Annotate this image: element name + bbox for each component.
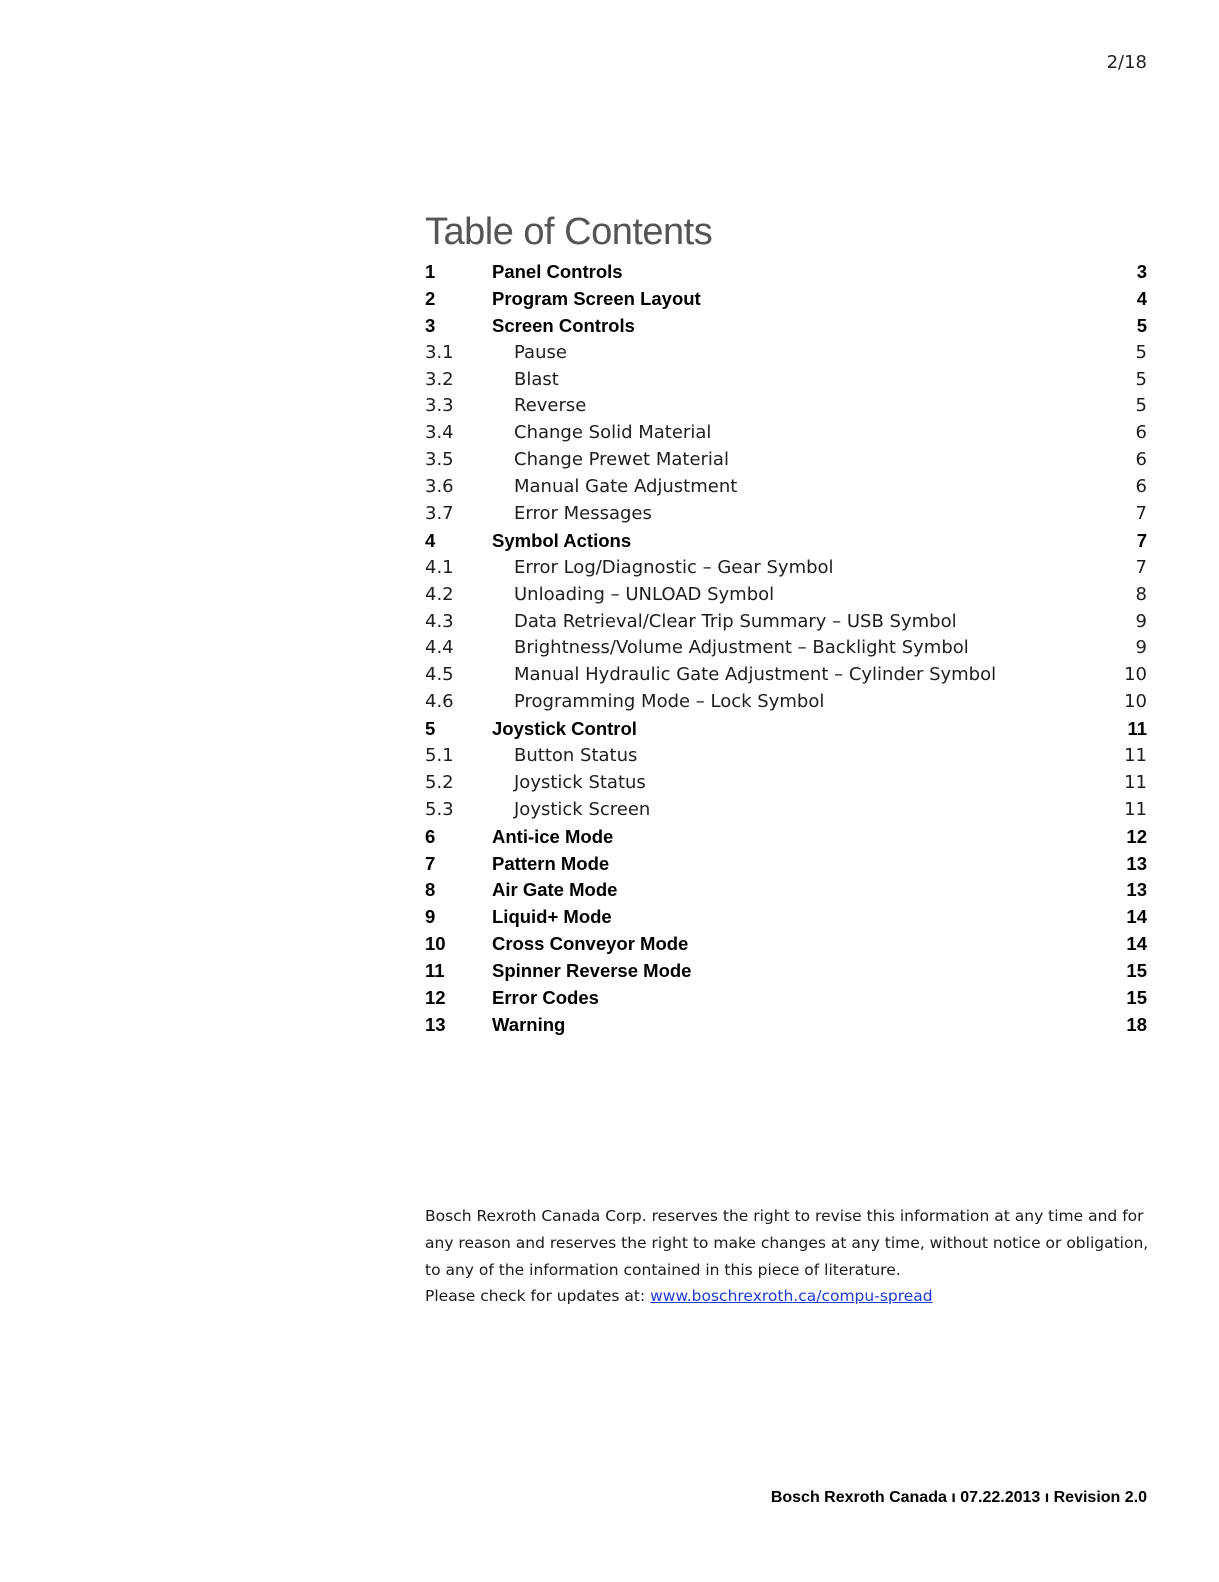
toc-entry-number: 3.6 [425,476,454,498]
toc-entry[interactable] [425,770,1147,797]
toc-entry-number: 7 [425,852,436,874]
toc-entry-number: 1 [425,261,436,282]
toc-entry[interactable] [425,555,1147,582]
toc-entry-page: 13 [1126,879,1147,901]
toc-entry[interactable] [425,797,1147,824]
toc-entry[interactable] [425,877,1147,904]
toc-entry[interactable] [425,931,1147,958]
toc-entry[interactable] [425,609,1147,636]
toc-entry-title: Brightness/Volume Adjustment – Backlight Symbol [514,637,969,659]
toc-entry[interactable] [425,259,1147,286]
toc-entry[interactable] [425,340,1147,367]
toc-entry-title: Warning [492,1013,566,1035]
toc-entry-title: Error Log/Diagnostic – Gear Symbol [514,556,834,578]
toc-entry[interactable] [425,367,1147,394]
toc-entry-number: 6 [425,825,436,847]
toc-entry-title: Unloading – UNLOAD Symbol [514,583,775,605]
disclaimer-text: Bosch Rexroth Canada Corp. reserves the right to revise this information at any time and for any reason and reserves the right to make changes at any time, without notice or obligation, to any of the information contained in this piece of literature. [425,1207,1149,1279]
toc-entry-page: 6 [1135,422,1147,444]
toc-entry-title: Cross Conveyor Mode [492,933,689,955]
toc-entry[interactable] [425,662,1147,689]
toc-entry-page: 4 [1136,287,1147,309]
toc-entry-title: Joystick Status [514,771,646,793]
disclaimer [425,1203,1150,1310]
toc-entry-number: 3.7 [425,503,454,525]
toc-entry-title: Change Prewet Material [514,449,729,471]
toc-entry[interactable] [425,286,1147,313]
toc-entry-title: Anti-ice Mode [492,825,614,847]
toc-entry[interactable] [425,743,1147,770]
toc-entry-title: Error Messages [514,503,652,525]
toc-entry-page: 5 [1135,341,1147,363]
toc-entry-number: 3.4 [425,422,454,444]
toc-entry-title: Joystick Control [492,718,637,740]
toc-entry-number: 4.1 [425,556,454,578]
toc-entry-page: 11 [1127,718,1147,740]
toc-entry-number: 4.5 [425,664,454,686]
toc-entry[interactable] [425,689,1147,716]
toc-entry-page: 18 [1126,1013,1147,1035]
toc-entry-title: Button Status [514,745,638,767]
toc-entry-title: Pause [514,341,567,363]
toc-entry-title: Spinner Reverse Mode [492,960,692,982]
toc-entry[interactable] [425,393,1147,420]
toc-entry-title: Change Solid Material [514,422,712,444]
toc-entry-title: Blast [514,368,559,390]
footer: Bosch Rexroth Canada ı 07.22.2013 ı Revision 2.0 [770,1489,1147,1506]
toc-entry-title: Joystick Screen [514,798,651,820]
toc-entry[interactable] [425,501,1147,528]
toc-entry-page: 9 [1135,610,1147,632]
toc-entry-number: 5.1 [425,745,454,767]
toc-entry-page: 5 [1135,368,1147,390]
compu-spread-link[interactable]: www.boschrexroth.ca/compu-spread [650,1287,933,1306]
toc-entry-number: 13 [425,1013,446,1035]
toc-entry-title: Air Gate Mode [492,879,618,901]
toc-entry[interactable] [425,420,1147,447]
toc-entry-title: Symbol Actions [492,529,632,551]
toc-entry-number: 3.2 [425,368,454,390]
toc-entry-number: 5.3 [425,798,454,820]
toc-entry-page: 14 [1126,933,1147,955]
toc-entry-page: 9 [1135,637,1147,659]
toc-entry-page: 10 [1124,691,1147,713]
toc-entry-title: Program Screen Layout [492,287,701,309]
toc-entry-page: 13 [1126,852,1147,874]
page-number: 2/18 [1106,52,1147,73]
toc-entry-number: 3.5 [425,449,454,471]
toc-entry-number: 3 [425,314,436,336]
toc-entry-number: 4 [425,529,436,551]
toc-entry-page: 7 [1136,529,1147,551]
updates-line [425,1283,1150,1310]
updates-prefix: Please check for updates at: [425,1287,651,1306]
toc-entry-number: 4.2 [425,583,454,605]
toc-entry[interactable] [425,958,1147,985]
table-of-contents [425,259,1147,1039]
toc-entry[interactable] [425,1012,1147,1039]
toc-title: Table of Contents [425,211,713,253]
toc-entry-number: 9 [425,906,436,928]
toc-entry-number: 5.2 [425,771,454,793]
toc-entry-page: 8 [1135,583,1147,605]
toc-entry-title: Error Codes [492,987,599,1009]
toc-entry-number: 3.3 [425,395,454,417]
toc-entry[interactable] [425,635,1147,662]
toc-entry-title: Reverse [514,395,587,417]
toc-entry-number: 5 [425,718,436,740]
toc-entry-title: Pattern Mode [492,852,610,874]
toc-entry-number: 10 [425,933,446,955]
toc-entry-number: 4.3 [425,610,454,632]
toc-entry-number: 4.4 [425,637,454,659]
toc-entry-title: Programming Mode – Lock Symbol [514,691,825,713]
toc-entry-page: 3 [1136,261,1147,282]
toc-entry-title: Screen Controls [492,314,635,336]
toc-entry-number: 8 [425,879,436,901]
toc-entry-page: 15 [1126,987,1147,1009]
toc-entry-page: 15 [1126,960,1147,982]
toc-entry[interactable] [425,474,1147,501]
toc-entry-page: 6 [1135,476,1147,498]
toc-entry-number: 2 [425,287,436,309]
toc-entry[interactable] [425,904,1147,931]
toc-entry-title: Panel Controls [492,261,623,282]
toc-entry[interactable] [425,528,1147,555]
toc-entry[interactable] [425,851,1147,878]
toc-entry-title: Liquid+ Mode [492,906,612,928]
toc-entry[interactable] [425,582,1147,609]
toc-entry-page: 10 [1124,664,1147,686]
toc-entry-page: 11 [1124,771,1147,793]
toc-entry-page: 7 [1135,503,1147,525]
toc-entry-page: 6 [1135,449,1147,471]
toc-entry[interactable] [425,985,1147,1012]
toc-entry-title: Data Retrieval/Clear Trip Summary – USB Symbol [514,610,957,632]
toc-entry[interactable] [425,716,1147,743]
toc-entry-page: 12 [1126,825,1147,847]
toc-entry[interactable] [425,824,1147,851]
toc-entry[interactable] [425,313,1147,340]
toc-entry-page: 7 [1135,556,1147,578]
toc-entry-page: 11 [1124,798,1147,820]
toc-entry-number: 11 [425,960,445,982]
toc-entry-title: Manual Hydraulic Gate Adjustment – Cylinder Symbol [514,664,997,686]
toc-entry-page: 5 [1135,395,1147,417]
toc-entry-title: Manual Gate Adjustment [514,476,738,498]
toc-entry-number: 4.6 [425,691,454,713]
toc-entry-number: 3.1 [425,341,454,363]
toc-entry-page: 5 [1136,314,1147,336]
toc-entry-page: 14 [1126,906,1147,928]
toc-entry-page: 11 [1124,745,1147,767]
toc-entry-number: 12 [425,987,446,1009]
toc-entry[interactable] [425,447,1147,474]
